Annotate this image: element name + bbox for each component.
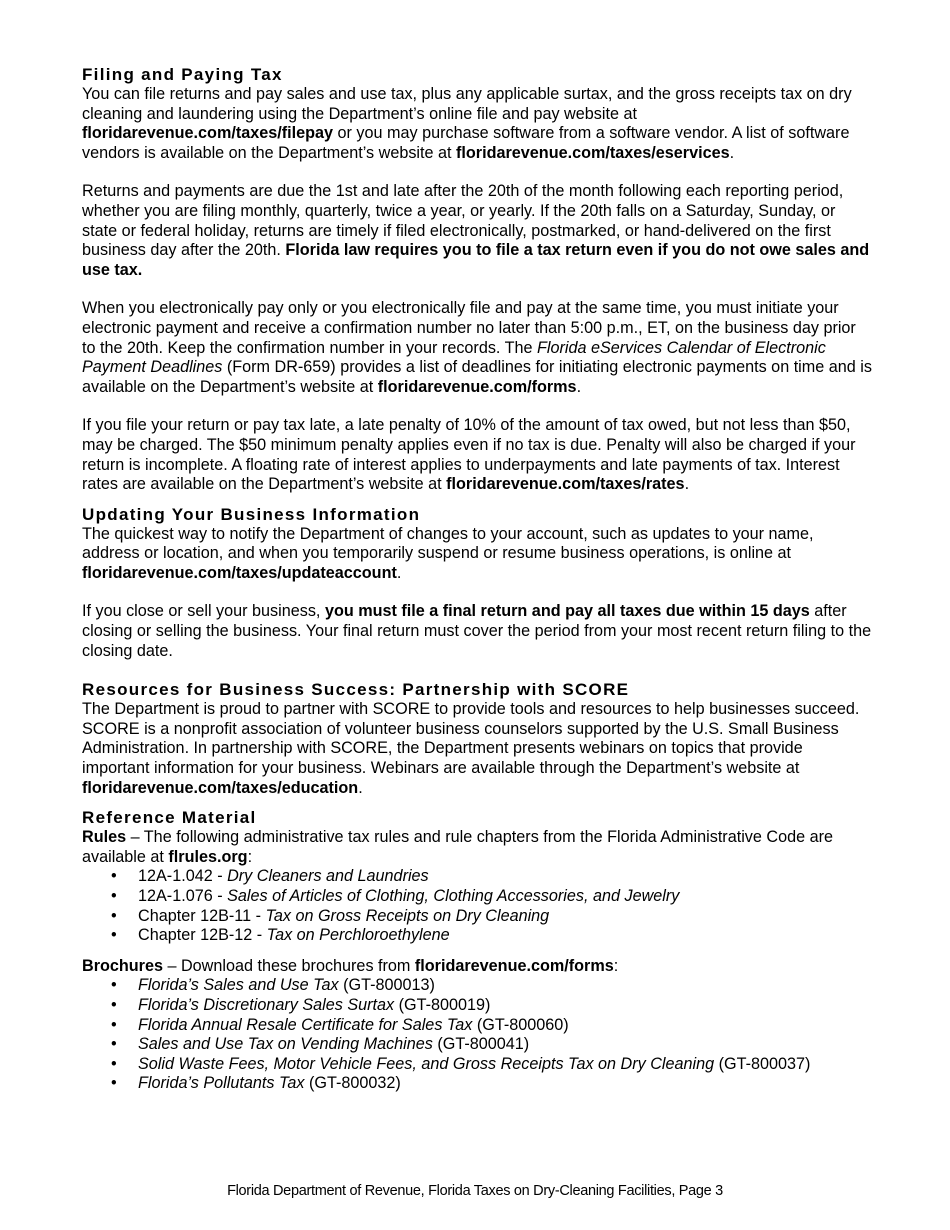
text-run: . xyxy=(358,778,363,797)
text-run: If you file your return or pay tax late, a late penalty of 10% of the amount of tax owed, but not less than $50, may be charged. The $50 minimum penalty applies even if no tax is due. Penalty will also be charged if your return is incomplete. A floating rate of interest applies to underpayments and late payments of tax. Interest rates are available on the Department’s website at xyxy=(82,416,856,494)
text-run: When you electronically pay only or you electronically file and pay at the same time, you must initiate your electronic payment and receive a confirmation number no later than 5:00 p.m., ET, on the business day prior to the 20th. Keep the confirmation number in your records. The xyxy=(82,299,856,357)
italic-text: Tax on Gross Receipts on Dry Cleaning xyxy=(265,906,550,925)
bold-text: Brochures xyxy=(82,956,163,975)
section-heading-filing: Filing and Paying Tax xyxy=(82,65,283,84)
bold-text: floridarevenue.com/taxes/education xyxy=(82,778,359,797)
brochures-list xyxy=(82,976,872,1094)
text-run: 12A-1.042 - xyxy=(138,867,228,886)
italic-text: Florida’s Sales and Use Tax xyxy=(138,976,339,995)
bold-text: floridarevenue.com/taxes/rates xyxy=(446,475,685,494)
text-run: Chapter 12B-11 - xyxy=(138,906,266,925)
list-item xyxy=(138,996,872,1016)
list-item xyxy=(138,907,872,927)
text-run: If you close or sell your business, xyxy=(82,602,325,621)
bold-text: you must file a final return and pay all taxes due within 15 days xyxy=(324,602,810,621)
italic-text: Florida’s Discretionary Sales Surtax xyxy=(138,995,395,1014)
bold-text: floridarevenue.com/taxes/filepay xyxy=(82,124,334,143)
text-run: . xyxy=(396,563,402,582)
rules-intro xyxy=(82,828,872,867)
italic-text: Florida eServices Calendar of Electronic Payment Deadlines xyxy=(82,338,826,377)
italic-text: Dry Cleaners and Laundries xyxy=(227,867,429,886)
bold-text: floridarevenue.com/taxes/eservices xyxy=(456,143,730,162)
text-run: after closing or selling the business. Your final return must cover the period from your most recent return filing to the closing date. xyxy=(82,602,872,660)
italic-text: Solid Waste Fees, Motor Vehicle Fees, and Gross Receipts Tax on Dry Cleaning xyxy=(138,1054,715,1073)
list-item xyxy=(138,926,872,946)
section-heading-reference: Reference Material xyxy=(82,808,257,828)
bold-text: Florida law requires you to file a tax return even if you do not owe sales and use tax. xyxy=(82,241,870,279)
italic-text: Sales and Use Tax on Vending Machines xyxy=(138,1035,433,1054)
brochures-intro xyxy=(82,957,872,977)
text-run: or you may purchase software from a software vendor. A list of software vendors is available on the Department’s website at xyxy=(82,124,850,162)
bold-text: floridarevenue.com/taxes/updateaccount xyxy=(82,563,397,582)
page-footer: Florida Department of Revenue, Florida Taxes on Dry-Cleaning Facilities, Page 3 xyxy=(227,1183,723,1199)
italic-text: Sales of Articles of Clothing, Clothing Accessories, and Jewelry xyxy=(227,887,680,905)
list-item xyxy=(138,1016,872,1036)
list-item xyxy=(138,887,872,907)
updating-paragraph-2 xyxy=(82,602,872,661)
text-run: – Download these brochures from xyxy=(162,956,415,975)
updating-paragraph-1 xyxy=(82,525,872,584)
text-run: The quickest way to notify the Department of changes to your account, such as updates to your name, address or location, and when you temporarily suspend or resume business operations, is online at xyxy=(82,524,814,563)
italic-text: Florida’s Pollutants Tax xyxy=(138,1074,305,1093)
text-run: – The following administrative tax rules and rule chapters from the Florida Administrative Code are available at xyxy=(82,828,833,866)
filing-paragraph-4 xyxy=(82,416,872,494)
bold-text: flrules.org xyxy=(168,847,248,866)
text-run: (Form DR-659) provides a list of deadlines for initiating electronic payments on time and is available on the Department’s website at xyxy=(82,358,872,396)
text-run: (GT-800037) xyxy=(714,1054,811,1073)
list-item xyxy=(138,1055,872,1075)
bold-text: floridarevenue.com/forms xyxy=(377,377,577,396)
text-run: (GT-800019) xyxy=(394,995,491,1014)
text-run: : xyxy=(613,956,619,975)
filing-paragraph-1 xyxy=(82,85,872,163)
filing-paragraph-3 xyxy=(82,299,872,397)
text-run: (GT-800032) xyxy=(304,1074,401,1093)
text-run: . xyxy=(684,475,690,494)
italic-text: Florida Annual Resale Certificate for Sales Tax xyxy=(138,1015,473,1034)
rules-list xyxy=(82,867,872,945)
list-item xyxy=(138,867,872,887)
bold-text: floridarevenue.com/forms xyxy=(414,956,614,975)
text-run: 12A-1.076 - xyxy=(138,887,228,905)
text-run: (GT-800013) xyxy=(338,976,435,995)
bold-text: Rules xyxy=(82,828,127,847)
text-run: Returns and payments are due the 1st and late after the 20th of the month following each reporting period, whether you are filing monthly, quarterly, twice a year, or yearly. If the 20th falls on a Saturday, Sunday, or state or federal holiday, returns are timely if filed electronically, postmarked, or hand-delivered on the first business day after the 20th. xyxy=(82,182,844,260)
section-heading-updating: Updating Your Business Information xyxy=(82,504,421,524)
text-run: (GT-800060) xyxy=(472,1015,569,1034)
italic-text: Tax on Perchloroethylene xyxy=(266,926,450,945)
text-run: You can file returns and pay sales and use tax, plus any applicable surtax, and the gross receipts tax on dry cleaning and laundering using the Department’s online file and pay website at xyxy=(82,85,852,123)
text-run: Chapter 12B-12 - xyxy=(138,926,267,945)
text-run: (GT-800041) xyxy=(432,1035,530,1054)
list-item xyxy=(138,1035,872,1055)
resources-paragraph-1 xyxy=(82,700,872,798)
text-run: . xyxy=(729,143,735,162)
text-run: : xyxy=(247,847,253,866)
document-page xyxy=(82,64,872,1094)
text-run: The Department is proud to partner with SCORE to provide tools and resources to help businesses succeed. SCORE is a nonprofit association of volunteer business counselors supported by the U.S. Small Business Administration. In partnership with SCORE, the Department presents webinars on topics that provide important information for your business. Webinars are available through the Department’s website at xyxy=(82,700,860,778)
text-run: . xyxy=(576,377,582,396)
section-heading-resources: Resources for Business Success: Partnership with SCORE xyxy=(82,680,630,700)
list-item xyxy=(138,1074,872,1094)
list-item xyxy=(138,976,872,996)
filing-paragraph-2 xyxy=(82,182,872,280)
